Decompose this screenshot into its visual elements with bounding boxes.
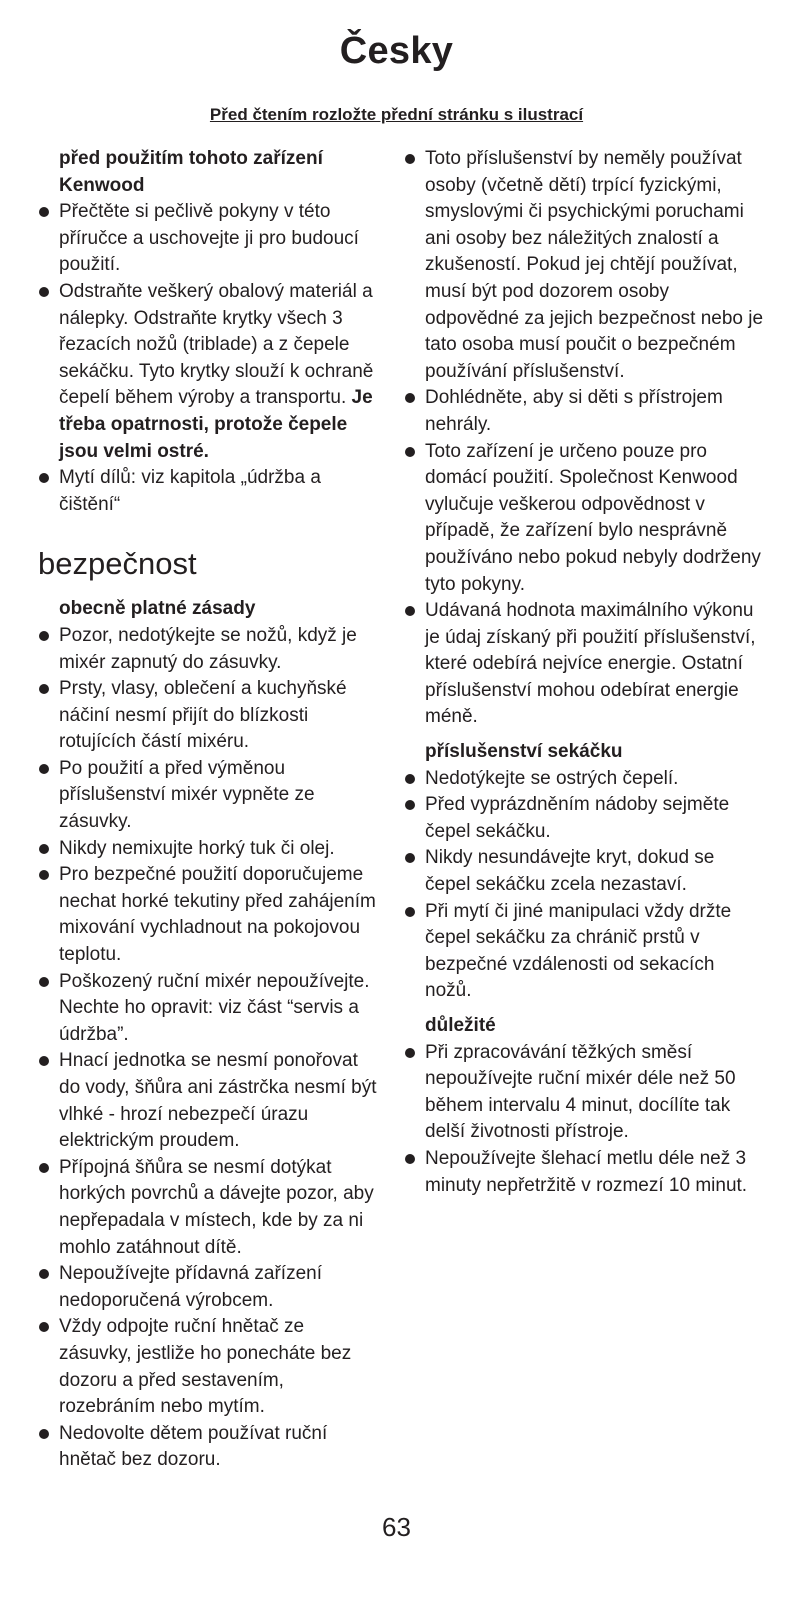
list-item: Nedovolte dětem používat ruční hnětač bez dozoru.: [38, 1421, 378, 1474]
list-item: Odstraňte veškerý obalový materiál a nálepky. Odstraňte krytky všech 3 řezacích nožů (triblade) a z čepele sekáčku. Tyto krytky slouží k ochraně čepelí během výroby a transportu. Je třeba opatrnosti, protože čepele jsou velmi ostré.: [38, 279, 378, 465]
list-item: Při mytí či jiné manipulaci vždy držte čepel sekáčku za chránič prstů v bezpečné vzdálenosti od sekacích nožů.: [404, 899, 764, 1005]
general-heading: obecně platné zásady: [59, 598, 256, 620]
list-item: Pozor, nedotýkejte se nožů, když je mixér zapnutý do zásuvky.: [38, 623, 378, 676]
warning-text: Je třeba opatrnosti, protože čepele jsou velmi ostré.: [59, 387, 373, 462]
list-item: Nepoužívejte šlehací metlu déle než 3 minuty nepřetržitě v rozmezí 10 minut.: [404, 1146, 764, 1199]
list-item: Udávaná hodnota maximálního výkonu je údaj získaný při použití příslušenství, které odebírá nejvíce energie. Ostatní příslušenství mohou odebírat energie méně.: [404, 598, 764, 731]
page-subtitle: Před čtením rozložte přední stránku s ilustrací: [209, 105, 584, 124]
right-column: [404, 146, 764, 1199]
list-item: Poškozený ruční mixér nepoužívejte. Nechte ho opravit: viz část “servis a údržba”.: [38, 969, 378, 1049]
list-item: Při zpracovávání těžkých směsí nepoužívejte ruční mixér déle než 50 během intervalu 4 minut, docílíte tak delší životnosti přístroje.: [404, 1040, 764, 1146]
list-item: Prsty, vlasy, oblečení a kuchyňské náčiní nesmí přijít do blízkosti rotujících částí mixéru.: [38, 676, 378, 756]
page-number: 63: [382, 1512, 411, 1542]
list-item: Nedotýkejte se ostrých čepelí.: [404, 766, 764, 793]
chopper-heading: příslušenství sekáčku: [425, 741, 623, 763]
list-item: Před vyprázdněním nádoby sejměte čepel sekáčku.: [404, 792, 764, 845]
list-item: Dohlédněte, aby si děti s přístrojem nehrály.: [404, 385, 764, 438]
important-heading: důležité: [425, 1015, 496, 1036]
list-item: Vždy odpojte ruční hnětač ze zásuvky, jestliže ho ponecháte bez dozoru a před sestavením, rozebráním nebo mytím.: [38, 1314, 378, 1420]
list-item: Toto zařízení je určeno pouze pro domácí použití. Společnost Kenwood vylučuje veškerou odpovědnost v případě, že zařízení bylo nesprávně používáno nebo pokud nebyly dodrženy tyto pokyny.: [404, 439, 764, 599]
list-item: Přípojná šňůra se nesmí dotýkat horkých povrchů a dávejte pozor, aby nepřepadala v místech, kde by za ni mohlo zatáhnout dítě.: [38, 1155, 378, 1261]
list-item: Nikdy nemixujte horký tuk či olej.: [38, 836, 378, 863]
section-title: bezpečnost: [38, 546, 197, 582]
list-item: Mytí dílů: viz kapitola „údržba a čištění“: [38, 465, 378, 518]
intro-heading: před použitím tohoto zařízení Kenwood: [59, 148, 323, 196]
page-title: Česky: [339, 30, 454, 72]
list-item: Pro bezpečné použití doporučujeme nechat horké tekutiny před zahájením mixování vychladnout na pokojovou teplotu.: [38, 862, 378, 968]
list-item: Po použití a před výměnou příslušenství mixér vypněte ze zásuvky.: [38, 756, 378, 836]
left-column: [38, 146, 378, 1474]
list-item: Hnací jednotka se nesmí ponořovat do vody, šňůra ani zástrčka nesmí být vlhké - hrozí nebezpečí úrazu elektrickým proudem.: [38, 1048, 378, 1154]
list-item: Nikdy nesundávejte kryt, dokud se čepel sekáčku zcela nezastaví.: [404, 845, 764, 898]
list-item: Přečtěte si pečlivě pokyny v této příručce a uschovejte ji pro budoucí použití.: [38, 199, 378, 279]
list-item: Toto příslušenství by neměly používat osoby (včetně dětí) trpící fyzickými, smyslovými či psychickými poruchami ani osoby bez náležitých znalostí a zkušeností. Pokud jej chtějí používat, musí být pod dozorem osoby odpovědné za jejich bezpečnost nebo je tato osoba musí poučit o bezpečném používání příslušenství.: [404, 146, 764, 385]
list-item: Nepoužívejte přídavná zařízení nedoporučená výrobcem.: [38, 1261, 378, 1314]
